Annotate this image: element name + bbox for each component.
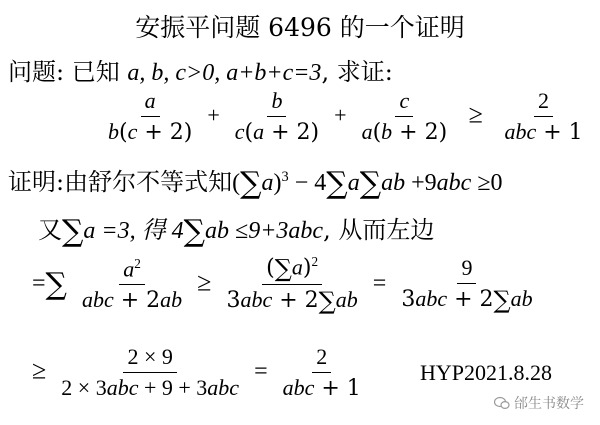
hence-text: , 从而左边: [323, 216, 435, 244]
fraction-chain-2: $\frac{(\sum a)^2}{\text{3abc + 2∑ab}}$: [226, 254, 358, 316]
proof-prefix: 证明:由舒尔不等式知: [8, 168, 233, 196]
proof-also-line: 又∑a =3, 得 4∑ab ≤9+3abc, 从而左边: [38, 214, 435, 249]
fraction-rhs: $\frac{2}{\text{abc + 1}}$: [504, 88, 583, 145]
problem-prefix: 问题: 已知: [8, 58, 128, 86]
sum-a-eq-3: a =3, 得 4: [83, 218, 184, 244]
problem-statement: [8, 52, 600, 87]
watermark-text: 邰生书数学: [514, 396, 584, 412]
fraction-a: $\frac{a}{b(c + 2)}$: [108, 88, 193, 145]
proof-chain-1: =∑ $\frac{a^2}{\text{abc + 2ab}}$ ≥ $\frac{(\sum a)^2}{\text{3abc + 2∑ab}}$ = $\frac{9}{\text{3abc + 2∑ab}}$: [32, 254, 600, 315]
problem-suffix: , 求证:: [321, 58, 393, 86]
problem-condition: a, b, c>0, a+b+c=3: [127, 60, 322, 86]
fraction-chain-5: $\frac{2}{\text{abc + 1}}$: [282, 344, 361, 401]
target-inequality: $\frac{a}{b(c + 2)}$ + $\frac{b}{c(a + 2)}$ + $\frac{c}{a(b + 2)}$ ≥ $\frac{2}{\text{abc + 1}}$: [100, 88, 600, 145]
fraction-b: $\frac{b}{c(a + 2)}$: [234, 88, 320, 145]
ab-le: ab ≤9+3abc: [205, 218, 324, 244]
fraction-chain-3: $\frac{9}{\text{3abc + 2∑ab}}$: [401, 255, 533, 315]
signature: HYP2021.8.28: [420, 360, 553, 385]
proof-schur-line: 证明:由舒尔不等式知$(\sum a)^3 - 4\sum a\sum ab +9abc \ge 0$: [8, 166, 503, 201]
fraction-c: $\frac{c}{a(b + 2)}$: [361, 88, 448, 145]
fraction-chain-4: $\frac{2 \times 9}{\text{2 × 3abc + 9 + 3abc}}$: [61, 344, 240, 400]
proof-chain-2: ≥ $\frac{2 \times 9}{\text{2 × 3abc + 9 + 3abc}}$ = $\frac{2}{\text{abc + 1}}$: [32, 344, 600, 401]
fraction-chain-1: $\frac{a^2}{\text{abc + 2ab}}$: [81, 256, 183, 314]
page-title: 安振平问题 6496 的一个证明: [135, 13, 465, 42]
watermark: [494, 393, 584, 413]
wechat-icon: [494, 396, 510, 410]
also-prefix: 又: [38, 216, 62, 244]
